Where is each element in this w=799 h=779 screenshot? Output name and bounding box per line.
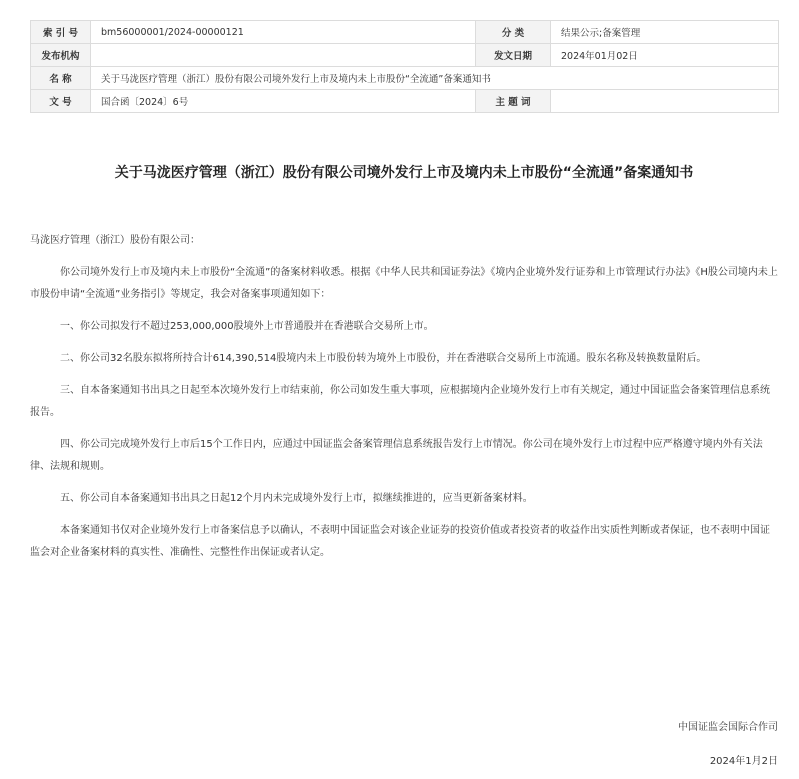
meta-name-label: 名 称 [31,67,91,90]
meta-row-name [31,67,779,90]
meta-docno-value: 国合函〔2024〕6号 [91,90,476,113]
paragraph-item-3: 三、自本备案通知书出具之日起至本次境外发行上市结束前，你公司如发生重大事项，应根据境内企业境外发行上市有关规定，通过中国证监会备案管理信息系统报告。 [30,385,770,418]
meta-category-label: 分 类 [476,21,551,44]
paragraph-item-5: 五、你公司自本备案通知书出具之日起12个月内未完成境外发行上市，拟继续推进的，应当更新备案材料。 [60,493,533,504]
meta-index-value: bm56000001/2024-00000121 [91,21,476,44]
paragraph-item-2: 二、你公司32名股东拟将所持合计614,390,514股境内未上市股份转为境外上市股份，并在香港联合交易所上市流通。股东名称及转换数量附后。 [60,353,707,364]
document-body [30,230,778,574]
meta-date-label: 发文日期 [476,44,551,67]
meta-row-docno [31,90,779,113]
signature-date: 2024年1月2日 [709,756,778,767]
document-title: 关于马泷医疗管理（浙江）股份有限公司境外发行上市及境内未上市股份“全流通”备案通知书 [114,165,694,181]
paragraph-item-4: 四、你公司完成境外发行上市后15个工作日内，应通过中国证监会备案管理信息系统报告发行上市情况。你公司在境外发行上市过程中应严格遵守境内外有关法律、法规和规则。 [30,439,763,472]
meta-subject-value [551,90,779,113]
paragraph-item-1: 一、你公司拟发行不超过253,000,000股境外上市普通股并在香港联合交易所上市。 [60,321,434,332]
meta-index-label: 索 引 号 [31,21,91,44]
meta-date-value: 2024年01月02日 [551,44,779,67]
paragraph-disclaimer: 本备案通知书仅对企业境外发行上市备案信息予以确认，不表明中国证监会对该企业证券的投资价值或者投资者的收益作出实质性判断或者保证，也不表明中国证监会对企业备案材料的真实性、准确性、完整性作出保证或者认定。 [30,525,770,558]
document-meta-table [30,20,779,113]
meta-docno-label: 文 号 [31,90,91,113]
meta-issuer-label: 发布机构 [31,44,91,67]
signature-org: 中国证监会国际合作司 [678,722,778,733]
meta-issuer-value [91,44,476,67]
paragraph-intro: 你公司境外发行上市及境内未上市股份“全流通”的备案材料收悉。根据《中华人民共和国证券法》《境内企业境外发行证券和上市管理试行办法》《H股公司境内未上市股份申请“全流通”业务指引》等规定，我会对备案事项通知如下： [30,267,778,300]
meta-name-value: 关于马泷医疗管理（浙江）股份有限公司境外发行上市及境内未上市股份“全流通”备案通知书 [91,67,779,90]
salutation: 马泷医疗管理（浙江）股份有限公司： [30,235,200,246]
meta-row-index [31,21,779,44]
meta-category-value: 结果公示;备案管理 [551,21,779,44]
meta-subject-label: 主 题 词 [476,90,551,113]
meta-row-issuer [31,44,779,67]
